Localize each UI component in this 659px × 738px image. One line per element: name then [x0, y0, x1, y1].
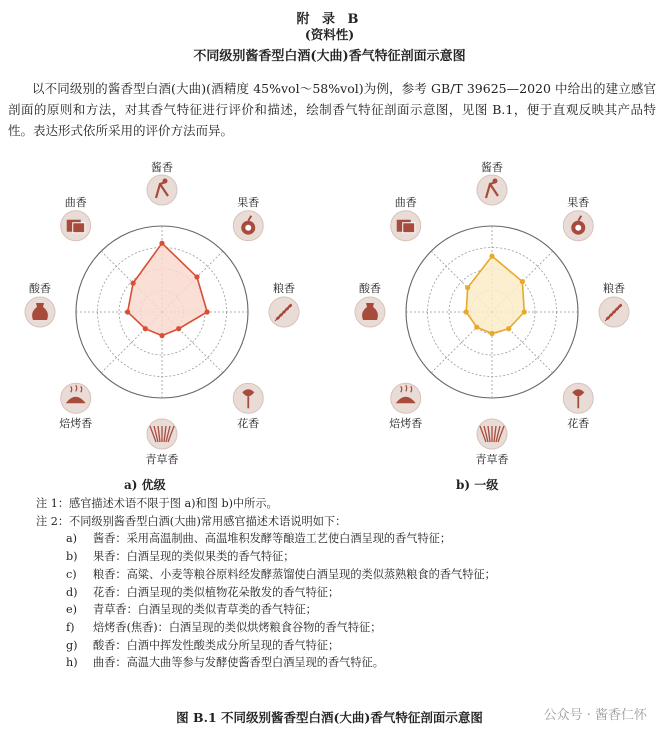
- note-item-key: d): [66, 585, 78, 599]
- note-item-text: 酱香：采用高温制曲、高温堆积发酵等酿造工艺使白酒呈现的香气特征；: [93, 532, 452, 546]
- notes-section: [36, 495, 646, 672]
- grass-icon: [477, 419, 507, 449]
- note-item-text: 粮香：高粱、小麦等粮谷原料经发酵蒸馏使白酒呈现的类似蒸熟粮食的香气特征；: [93, 567, 496, 581]
- radar-axis-label: 粮香: [273, 282, 295, 295]
- note-item-key: h): [66, 656, 78, 670]
- radar-data-point: [159, 241, 164, 246]
- note-item: [36, 584, 646, 602]
- radar-axis-label: 花香: [567, 417, 590, 431]
- radar-data-point: [465, 285, 470, 290]
- radar-data-point: [176, 326, 181, 331]
- radar-data-point: [520, 279, 525, 284]
- radar-axis-label: 曲香: [64, 195, 87, 209]
- note-item-key: e): [66, 603, 77, 617]
- chart-caption-first-grade: b) 一级: [456, 478, 499, 492]
- note-item-key: g): [66, 638, 78, 652]
- bread-icon: [391, 383, 421, 413]
- note-1: 注 1：感官描述术语不限于图 a)和图 b)中所示。: [36, 497, 278, 510]
- radar-data-point: [522, 309, 527, 314]
- radar-data-point: [194, 274, 199, 279]
- note-item-text: 花香：白酒呈现的类似植物花朵散发的香气特征；: [93, 585, 340, 599]
- grain-icon: [599, 297, 629, 327]
- radar-axis-label: 青草香: [475, 453, 509, 466]
- appendix-title: 附 录 B: [296, 12, 363, 27]
- note-item: [36, 619, 646, 637]
- radar-axis-label: 果香: [237, 195, 260, 209]
- note-item-text: 曲香：高温大曲等参与发酵使酱香型白酒呈现的香气特征。: [93, 656, 384, 670]
- radar-data-point: [489, 254, 494, 259]
- radar-chart-premium: [0, 150, 330, 480]
- radar-data-point: [131, 281, 136, 286]
- radar-svg: [330, 150, 659, 480]
- note-item-key: c): [66, 567, 77, 581]
- fruit-icon: [563, 211, 593, 241]
- fruit-icon: [233, 211, 263, 241]
- radar-data-point: [474, 325, 479, 330]
- radar-axis-label: 花香: [237, 417, 260, 431]
- radar-data-point: [464, 309, 469, 314]
- radar-data-point: [489, 331, 494, 336]
- note-item-key: b): [66, 550, 78, 564]
- radar-chart-first-grade: [330, 150, 659, 480]
- grain-icon: [269, 297, 299, 327]
- radar-axis-label: 曲香: [394, 195, 417, 209]
- note-item: [36, 654, 646, 672]
- radar-axis-label: 焙烤香: [389, 417, 423, 431]
- radar-data-point: [506, 326, 511, 331]
- radar-axis-label: 酱香: [481, 161, 503, 174]
- document-title: 不同级别酱香型白酒(大曲)香气特征剖面示意图: [193, 49, 466, 64]
- radar-data-point: [205, 309, 210, 314]
- bread-icon: [61, 383, 91, 413]
- qu-block-icon: [391, 211, 421, 241]
- radar-data-point: [159, 333, 164, 338]
- grass-icon: [147, 419, 177, 449]
- watermark: 公众号 · 酱香仁怀: [543, 708, 647, 723]
- qu-block-icon: [61, 211, 91, 241]
- chart-caption-premium: a) 优级: [124, 478, 166, 492]
- radar-axis-label: 酸香: [359, 282, 381, 295]
- note-2: 注 2：不同级别酱香型白酒(大曲)常用感官描述术语说明如下：: [36, 514, 347, 528]
- radar-data-point: [125, 309, 130, 314]
- note-item-key: a): [66, 532, 78, 546]
- radar-series-area: [128, 243, 208, 335]
- intro-paragraph: 以不同级别的酱香型白酒(大曲)(酒精度 45%vol～58%vol)为例，参考 GB/T 39625—2020 中给出的建立感官剖面的原则和方法，对其香气特征进行评价和描述，绘制香气特征剖面示意图，见图 B.1，便于直观反映其产品特性。表达形式依所采用的评价方法而异。: [8, 81, 656, 138]
- radar-axis-label: 青草香: [145, 453, 179, 466]
- note-item: [36, 601, 646, 619]
- radar-axis-label: 果香: [567, 195, 590, 209]
- note-item-text: 焙烤香(焦香)：白酒呈现的类似烘烤粮食谷物的香气特征；: [93, 620, 382, 634]
- appendix-subtitle: (资料性): [304, 27, 355, 42]
- jar-icon: [355, 297, 385, 327]
- note-item-text: 酸香：白酒中挥发性酸类成分所呈现的香气特征；: [93, 638, 340, 652]
- radar-axis-label: 粮香: [603, 282, 625, 295]
- note-item-text: 果香：白酒呈现的类似果类的香气特征；: [93, 550, 295, 564]
- radar-axis-label: 焙烤香: [59, 417, 93, 431]
- radar-series-area: [466, 256, 524, 333]
- sauce-icon: [477, 175, 507, 205]
- note-item: [36, 530, 646, 548]
- sauce-icon: [147, 175, 177, 205]
- note-item: [36, 637, 646, 655]
- radar-axis-label: 酸香: [29, 282, 51, 295]
- note-item-key: f): [66, 620, 75, 634]
- note-item: [36, 548, 646, 566]
- flower-icon: [233, 383, 263, 413]
- radar-data-point: [143, 326, 148, 331]
- figure-caption: 图 B.1 不同级别酱香型白酒(大曲)香气特征剖面示意图: [176, 710, 483, 725]
- radar-svg: [0, 150, 330, 480]
- flower-icon: [563, 383, 593, 413]
- radar-axis-label: 酱香: [151, 161, 173, 174]
- jar-icon: [25, 297, 55, 327]
- note-item-text: 青草香：白酒呈现的类似青草类的香气特征；: [93, 603, 317, 617]
- note-item: [36, 566, 646, 584]
